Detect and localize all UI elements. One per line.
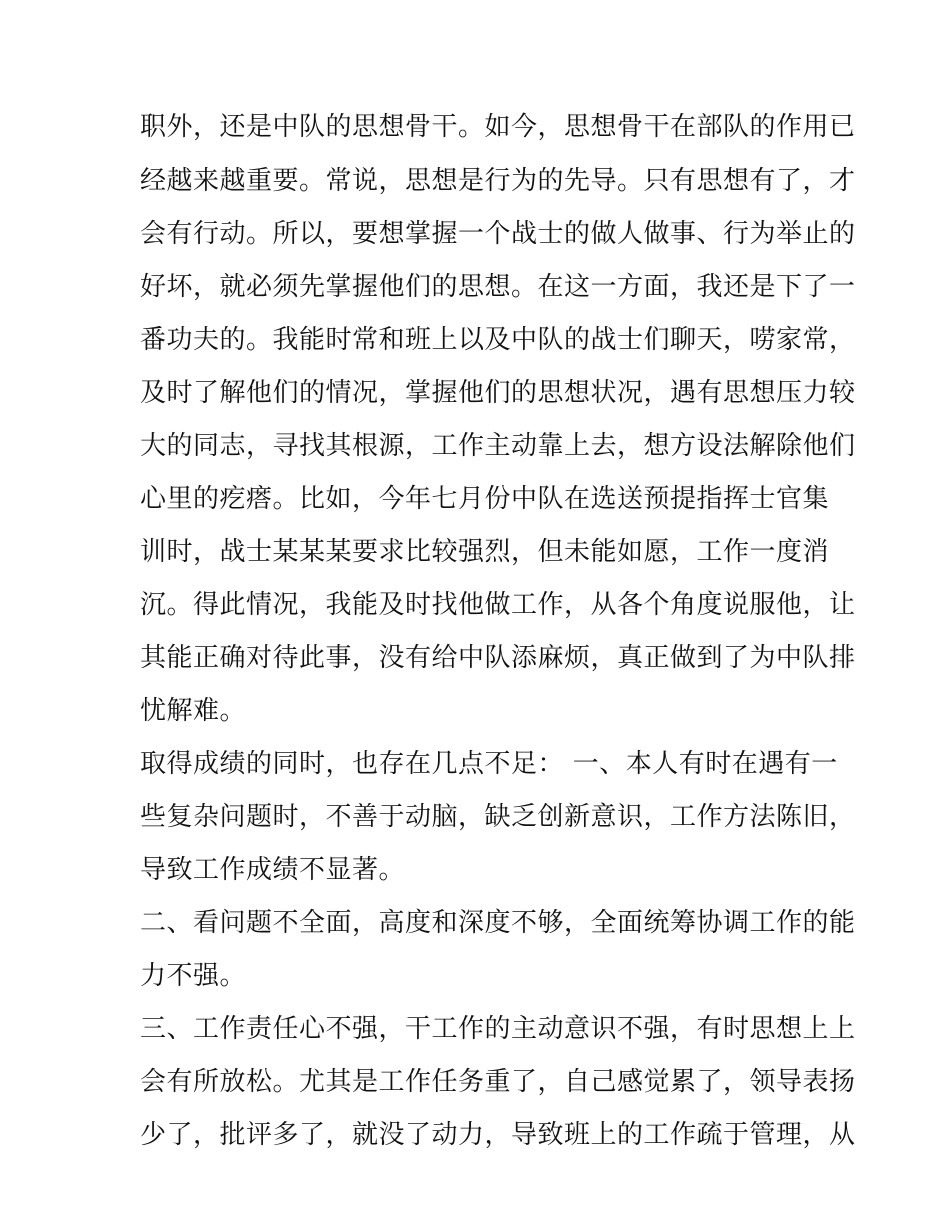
text-line: 其能正确对待此事，没有给中队添麻烦，真正做到了为中队排 — [140, 643, 856, 673]
text-line: 好坏，就必须先掌握他们的思想。在这一方面，我还是下了一 — [140, 272, 856, 302]
text-line: 力不强。 — [140, 961, 247, 991]
text-line: 些复杂问题时，不善于动脑，缺乏创新意识，工作方法陈旧， — [140, 802, 856, 832]
text-line: 二、看问题不全面，高度和深度不够，全面统筹协调工作的能 — [140, 908, 856, 938]
text-line: 三、工作责任心不强，干工作的主动意识不强，有时思想上上 — [140, 1014, 856, 1044]
text-line: 忧解难。 — [140, 696, 247, 726]
text-line: 少了，批评多了，就没了动力，导致班上的工作疏于管理，从 — [140, 1120, 856, 1150]
text-line: 导致工作成绩不显著。 — [140, 855, 406, 885]
text-line: 心里的疙瘩。比如，今年七月份中队在选送预提指挥士官集 — [140, 484, 830, 514]
text-line: 会有行动。所以，要想掌握一个战士的做人做事、行为举止的 — [140, 219, 856, 249]
text-line: 职外，还是中队的思想骨干。如今，思想骨干在部队的作用已 — [140, 112, 856, 142]
text-line: 番功夫的。我能时常和班上以及中队的战士们聊天，唠家常， — [140, 325, 856, 355]
text-line: 大的同志，寻找其根源，工作主动靠上去，想方设法解除他们 — [140, 431, 856, 461]
text-line: 训时，战士某某某要求比较强烈，但未能如愿，工作一度消 — [140, 537, 830, 567]
text-line: 及时了解他们的情况，掌握他们的思想状况，遇有思想压力较 — [140, 378, 856, 408]
text-line: 取得成绩的同时，也存在几点不足： 一、本人有时在遇有一 — [140, 749, 838, 779]
text-line: 经越来越重要。常说，思想是行为的先导。只有思想有了，才 — [140, 166, 856, 196]
text-line: 沉。得此情况，我能及时找他做工作，从各个角度说服他，让 — [140, 590, 856, 620]
text-line: 会有所放松。尤其是工作任务重了，自己感觉累了，领导表扬 — [140, 1067, 856, 1097]
